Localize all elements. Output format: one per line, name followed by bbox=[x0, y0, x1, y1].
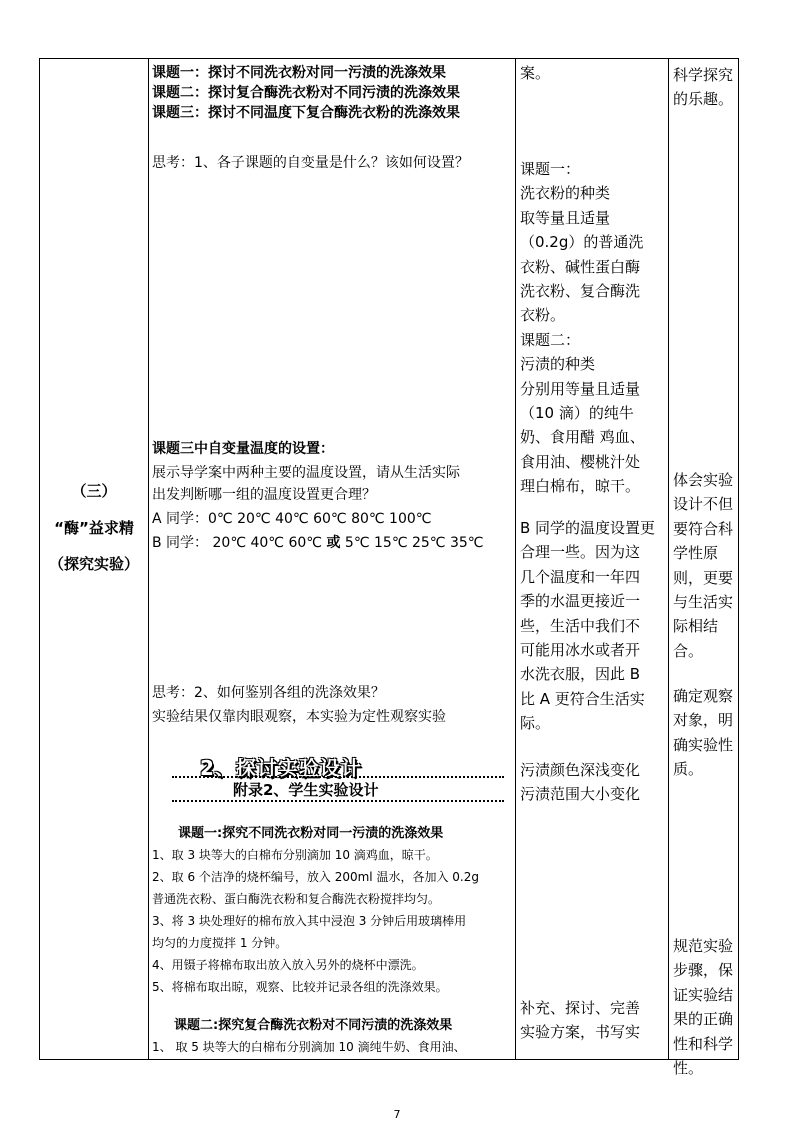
topic-1: 课题一：探讨不同洗衣粉对同一污渍的洗涤效果 bbox=[152, 65, 446, 81]
column-divider bbox=[515, 58, 516, 1060]
step: 3、将 3 块处理好的棉布放入其中浸泡 3 分钟后用玻璃棒用 bbox=[152, 914, 467, 928]
activity-note: 补充、探讨、完善 实验方案，书写实 bbox=[520, 999, 641, 1042]
subtopic-1-title: 课题一:探究不同洗衣粉对同一污渍的洗涤效果 bbox=[178, 826, 444, 841]
temperature-section bbox=[152, 439, 484, 553]
topic-3: 课题三：探讨不同温度下复合酶洗衣粉的洗涤效果 bbox=[152, 105, 460, 121]
goal-note: 科学探究 的乐趣。 bbox=[673, 66, 734, 109]
goal-note: 体会实验 设计不但 要符合科 学性原 则，更要 与生活实 际相结 合。 bbox=[673, 471, 734, 660]
temperature-answer: B 同学的温度设置更 合理一些。因为这 几个温度和一年四 季的水温更接近一 些，生活中我们不 可能用冰水或者开 水洗衣服，因此 B 比 A 更符合生活实 际。 bbox=[520, 519, 656, 733]
topic-2: 课题二：探讨复合酶洗衣粉对不同污渍的洗涤效果 bbox=[152, 85, 460, 101]
goal-note: 规范实验 步骤，保 证实验结 果的正确 性和科学 性。 bbox=[673, 937, 734, 1078]
section-number: （三） bbox=[71, 482, 117, 500]
dotted-divider bbox=[172, 776, 504, 778]
subtopic-1-steps bbox=[152, 846, 512, 997]
section-subtitle: （探究实验） bbox=[48, 555, 139, 573]
step: 1、取 3 块等大的白棉布分别滴加 10 滴鸡血，晾干。 bbox=[152, 848, 438, 862]
step: 2、取 6 个洁净的烧杯编号，放入 200ml 温水，各加入 0.2g bbox=[152, 870, 479, 884]
question-1: 思考：1、各子课题的自变量是什么？该如何设置？ bbox=[152, 155, 469, 171]
section-title: “酶”益求精 bbox=[54, 519, 134, 537]
topic-list bbox=[152, 63, 460, 123]
observation-note: 实验结果仅靠肉眼观察，本实验为定性观察实验 bbox=[152, 709, 446, 725]
subtopic-2-title: 课题二:探究复合酶洗衣粉对不同污渍的洗涤效果 bbox=[174, 1018, 453, 1033]
goal-note: 确定观察 对象，明 确实验性 质。 bbox=[673, 687, 734, 779]
temperature-description: 展示导学案中两种主要的温度设置，请从生活实际 bbox=[152, 465, 460, 481]
step: 5、将棉布取出晾，观察、比较并记录各组的洗涤效果。 bbox=[152, 980, 448, 994]
teacher-note-top: 案。 bbox=[520, 64, 551, 82]
student-b-setting: B 同学： 20℃ 40℃ 60℃ 或 5℃ 15℃ 25℃ 35℃ bbox=[152, 535, 484, 551]
design-heading: 2、探讨实验设计 bbox=[200, 756, 362, 780]
temperature-heading: 课题三中自变量温度的设置： bbox=[152, 441, 334, 457]
appendix-title: 附录2、学生实验设计 bbox=[233, 781, 379, 799]
column-divider bbox=[148, 58, 149, 1060]
student-a-setting: A 同学：0℃ 20℃ 40℃ 60℃ 80℃ 100℃ bbox=[152, 511, 432, 527]
page-number: 7 bbox=[393, 1108, 401, 1121]
observation-answer: 污渍颜色深浅变化 污渍范围大小变化 bbox=[520, 761, 641, 804]
variable-answer: 课题一： 洗衣粉的种类 取等量且适量 （0.2g）的普通洗 衣粉、碱性蛋白酶 洗衣粉、复合酶洗 衣粉。 课题二： 污渍的种类 分别用等量且适量 （10 滴）的纯牛 奶、食用醋 鸡血、 食用油、樱桃汁处 理白棉布，晾干。 bbox=[520, 160, 645, 496]
dotted-divider bbox=[172, 800, 504, 802]
question-2: 思考：2、如何鉴别各组的洗涤效果？ bbox=[152, 685, 385, 701]
step: 均匀的力度搅拌 1 分钟。 bbox=[152, 936, 288, 950]
temperature-description: 出发判断哪一组的温度设置更合理？ bbox=[152, 487, 376, 503]
question-2-section bbox=[152, 683, 446, 727]
step: 4、用镊子将棉布取出放入放入另外的烧杯中漂洗。 bbox=[152, 958, 424, 972]
subtopic-2-step: 1、 取 5 块等大的白棉布分别滴加 10 滴纯牛奶、食用油、 bbox=[152, 1040, 466, 1054]
step: 普通洗衣粉、蛋白酶洗衣粉和复合酶洗衣粉搅拌均匀。 bbox=[152, 892, 441, 906]
column-divider bbox=[668, 58, 669, 1060]
